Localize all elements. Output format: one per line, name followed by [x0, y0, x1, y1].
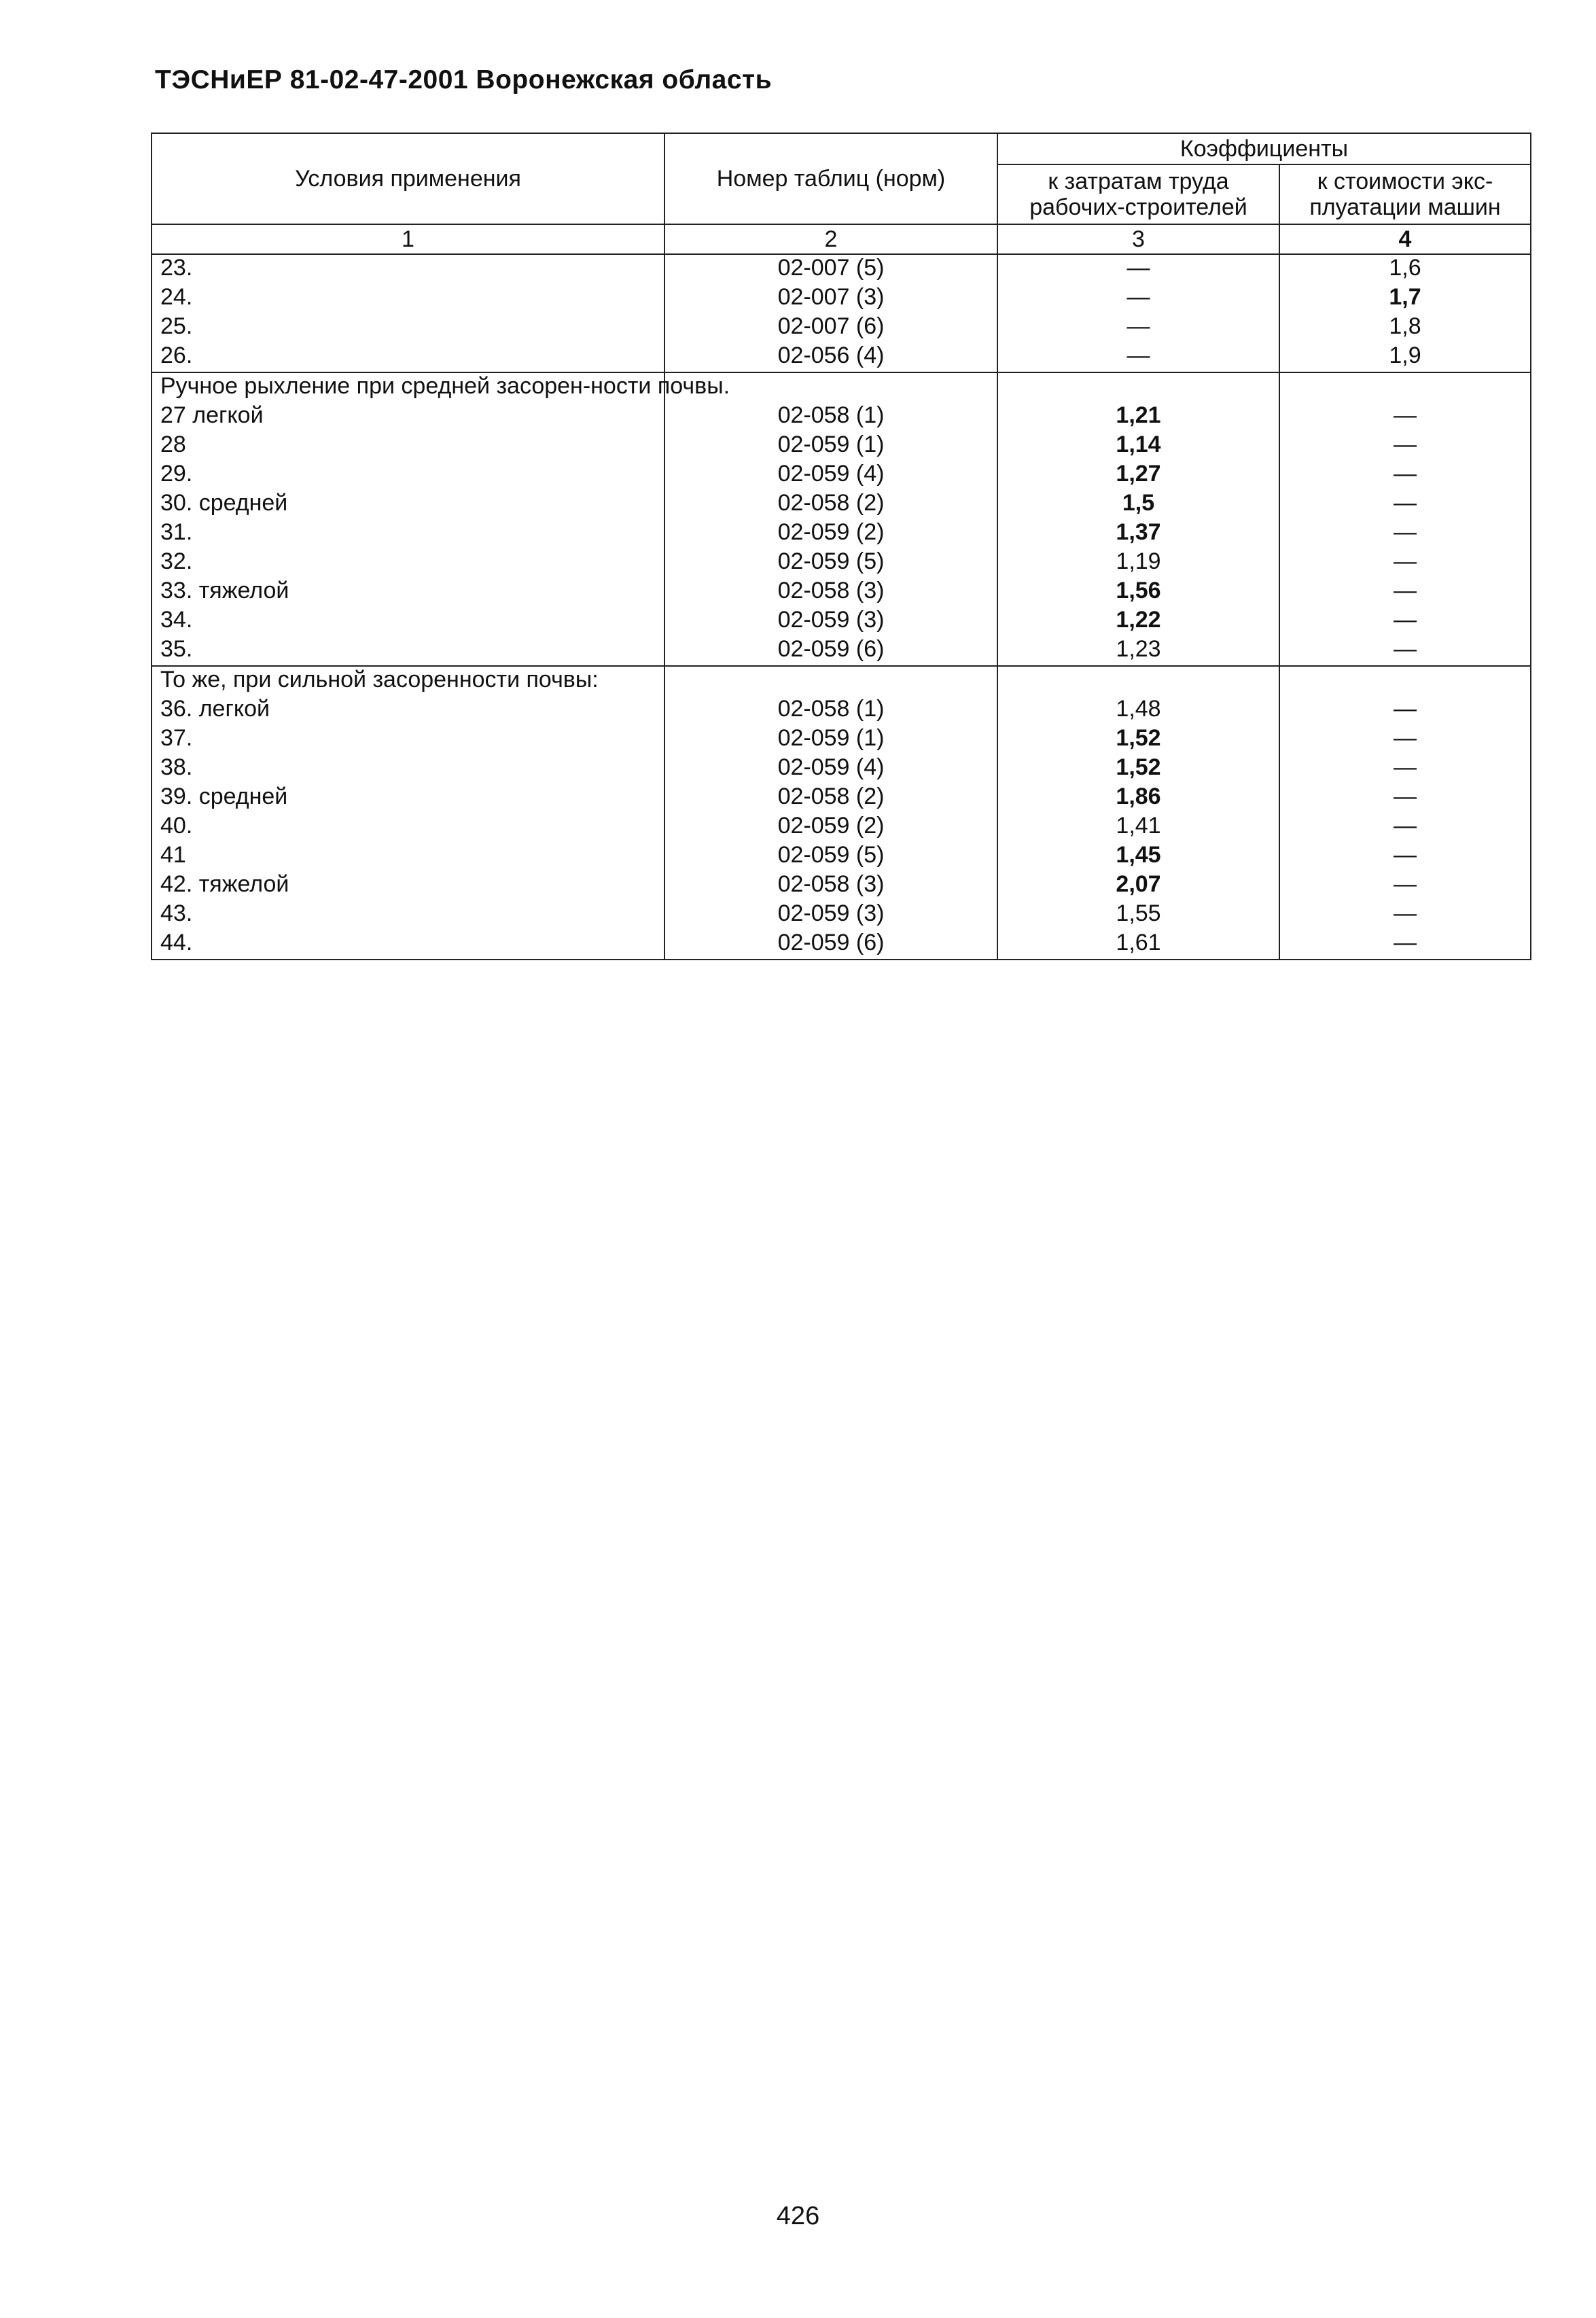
condition-cell: 26.	[152, 343, 664, 372]
table-number-cell: 02-059 (5)	[664, 548, 997, 578]
machine-coef-cell: —	[1279, 871, 1531, 900]
machine-coef-cell: —	[1279, 548, 1531, 578]
condition-cell: 38.	[152, 754, 664, 784]
column-number: 3	[997, 224, 1279, 254]
labor-coef-cell: 1,22	[997, 607, 1279, 636]
machine-coef-cell: —	[1279, 784, 1531, 813]
table-row	[152, 490, 1531, 519]
condition-cell: 24.	[152, 284, 664, 313]
column-numbers-row	[152, 224, 1531, 254]
labor-coef-cell: 1,45	[997, 842, 1279, 871]
table-row	[152, 754, 1531, 784]
labor-coef-cell: 1,55	[997, 900, 1279, 930]
labor-coef-cell: —	[997, 343, 1279, 372]
machine-coef-cell: 1,6	[1279, 254, 1531, 284]
table-row	[152, 696, 1531, 725]
condition-cell: 44.	[152, 930, 664, 960]
table-number-cell: 02-058 (2)	[664, 784, 997, 813]
machine-coef-cell: —	[1279, 754, 1531, 784]
table-row	[152, 519, 1531, 548]
machine-coef-cell: 1,7	[1279, 284, 1531, 313]
table-row	[152, 343, 1531, 372]
table-row	[152, 254, 1531, 284]
table-number-cell: 02-058 (2)	[664, 490, 997, 519]
table-number-cell: 02-059 (3)	[664, 900, 997, 930]
section-heading: Ручное рыхление при средней засорен-ности почвы.	[152, 372, 664, 402]
labor-coef-cell: 1,19	[997, 548, 1279, 578]
table-row	[152, 725, 1531, 754]
labor-coef-cell: 2,07	[997, 871, 1279, 900]
labor-coef-cell: —	[997, 313, 1279, 343]
table-number-cell: 02-059 (2)	[664, 813, 997, 842]
table-number-cell: 02-007 (3)	[664, 284, 997, 313]
table-number-cell: 02-058 (1)	[664, 696, 997, 725]
table-number-cell: 02-059 (3)	[664, 607, 997, 636]
labor-coef-cell: 1,48	[997, 696, 1279, 725]
table-row	[152, 548, 1531, 578]
machine-coef-cell: 1,9	[1279, 343, 1531, 372]
table-number-cell: 02-056 (4)	[664, 343, 997, 372]
table-row	[152, 461, 1531, 490]
machine-coef-cell: —	[1279, 636, 1531, 666]
condition-cell: 40.	[152, 813, 664, 842]
table-row	[152, 578, 1531, 607]
labor-coef-cell: 1,41	[997, 813, 1279, 842]
header-labor-costs: к затратам труда рабочих-строителей	[997, 164, 1279, 224]
table-number-cell: 02-059 (1)	[664, 725, 997, 754]
header-machine-costs: к стоимости экс-плуатации машин	[1279, 164, 1531, 224]
table-number-cell: 02-058 (1)	[664, 402, 997, 432]
page-number: 426	[776, 2202, 820, 2230]
header-coefficients: Коэффициенты	[997, 133, 1531, 164]
coefficients-table	[151, 133, 1531, 960]
section-heading: То же, при сильной засоренности почвы:	[152, 666, 664, 696]
page-title: ТЭСНиЕР 81-02-47-2001 Воронежская область	[155, 65, 773, 94]
labor-coef-cell: 1,5	[997, 490, 1279, 519]
table-row	[152, 284, 1531, 313]
condition-cell: 32.	[152, 548, 664, 578]
condition-cell: 23.	[152, 254, 664, 284]
machine-coef-cell: —	[1279, 607, 1531, 636]
labor-coef-cell: 1,52	[997, 754, 1279, 784]
labor-coef-cell: —	[997, 284, 1279, 313]
labor-coef-cell: 1,56	[997, 578, 1279, 607]
labor-coef-cell: 1,23	[997, 636, 1279, 666]
table-row	[152, 784, 1531, 813]
table-number-cell: 02-059 (2)	[664, 519, 997, 548]
machine-coef-cell: —	[1279, 696, 1531, 725]
table-row	[152, 607, 1531, 636]
header-conditions: Условия применения	[152, 133, 664, 224]
condition-cell: 30. средней	[152, 490, 664, 519]
machine-coef-cell: —	[1279, 900, 1531, 930]
labor-coef-cell: 1,37	[997, 519, 1279, 548]
table-row	[152, 636, 1531, 666]
condition-cell: 43.	[152, 900, 664, 930]
machine-coef-cell: —	[1279, 578, 1531, 607]
table-number-cell: 02-059 (4)	[664, 754, 997, 784]
section-heading-row	[152, 372, 1531, 402]
labor-coef-cell: 1,61	[997, 930, 1279, 960]
table-row	[152, 432, 1531, 461]
table-row	[152, 402, 1531, 432]
table-row	[152, 871, 1531, 900]
table-row	[152, 813, 1531, 842]
machine-coef-cell: —	[1279, 930, 1531, 960]
condition-cell: 36. легкой	[152, 696, 664, 725]
machine-coef-cell: —	[1279, 490, 1531, 519]
condition-cell: 41	[152, 842, 664, 871]
condition-cell: 33. тяжелой	[152, 578, 664, 607]
machine-coef-cell: —	[1279, 519, 1531, 548]
labor-coef-cell: 1,21	[997, 402, 1279, 432]
column-number: 1	[152, 224, 664, 254]
condition-cell: 28	[152, 432, 664, 461]
condition-cell: 35.	[152, 636, 664, 666]
condition-cell: 31.	[152, 519, 664, 548]
table-number-cell: 02-058 (3)	[664, 578, 997, 607]
machine-coef-cell: —	[1279, 461, 1531, 490]
condition-cell: 25.	[152, 313, 664, 343]
table-number-cell: 02-059 (6)	[664, 930, 997, 960]
machine-coef-cell: 1,8	[1279, 313, 1531, 343]
header-table-number: Номер таблиц (норм)	[664, 133, 997, 224]
table-header-row	[152, 133, 1531, 164]
machine-coef-cell: —	[1279, 842, 1531, 871]
condition-cell: 34.	[152, 607, 664, 636]
condition-cell: 39. средней	[152, 784, 664, 813]
table-row	[152, 313, 1531, 343]
table-row	[152, 930, 1531, 960]
labor-coef-cell: 1,86	[997, 784, 1279, 813]
table-number-cell: 02-058 (3)	[664, 871, 997, 900]
table-number-cell: 02-059 (1)	[664, 432, 997, 461]
section-heading-row	[152, 666, 1531, 696]
condition-cell: 27 легкой	[152, 402, 664, 432]
table-number-cell: 02-007 (6)	[664, 313, 997, 343]
table-number-cell: 02-059 (6)	[664, 636, 997, 666]
table-number-cell: 02-059 (5)	[664, 842, 997, 871]
condition-cell: 37.	[152, 725, 664, 754]
column-number: 4	[1279, 224, 1531, 254]
condition-cell: 29.	[152, 461, 664, 490]
labor-coef-cell: 1,14	[997, 432, 1279, 461]
table-row	[152, 842, 1531, 871]
machine-coef-cell: —	[1279, 432, 1531, 461]
column-number: 2	[664, 224, 997, 254]
table-number-cell: 02-059 (4)	[664, 461, 997, 490]
labor-coef-cell: 1,52	[997, 725, 1279, 754]
condition-cell: 42. тяжелой	[152, 871, 664, 900]
labor-coef-cell: —	[997, 254, 1279, 284]
machine-coef-cell: —	[1279, 813, 1531, 842]
labor-coef-cell: 1,27	[997, 461, 1279, 490]
machine-coef-cell: —	[1279, 725, 1531, 754]
table-number-cell: 02-007 (5)	[664, 254, 997, 284]
machine-coef-cell: —	[1279, 402, 1531, 432]
table-row	[152, 900, 1531, 930]
